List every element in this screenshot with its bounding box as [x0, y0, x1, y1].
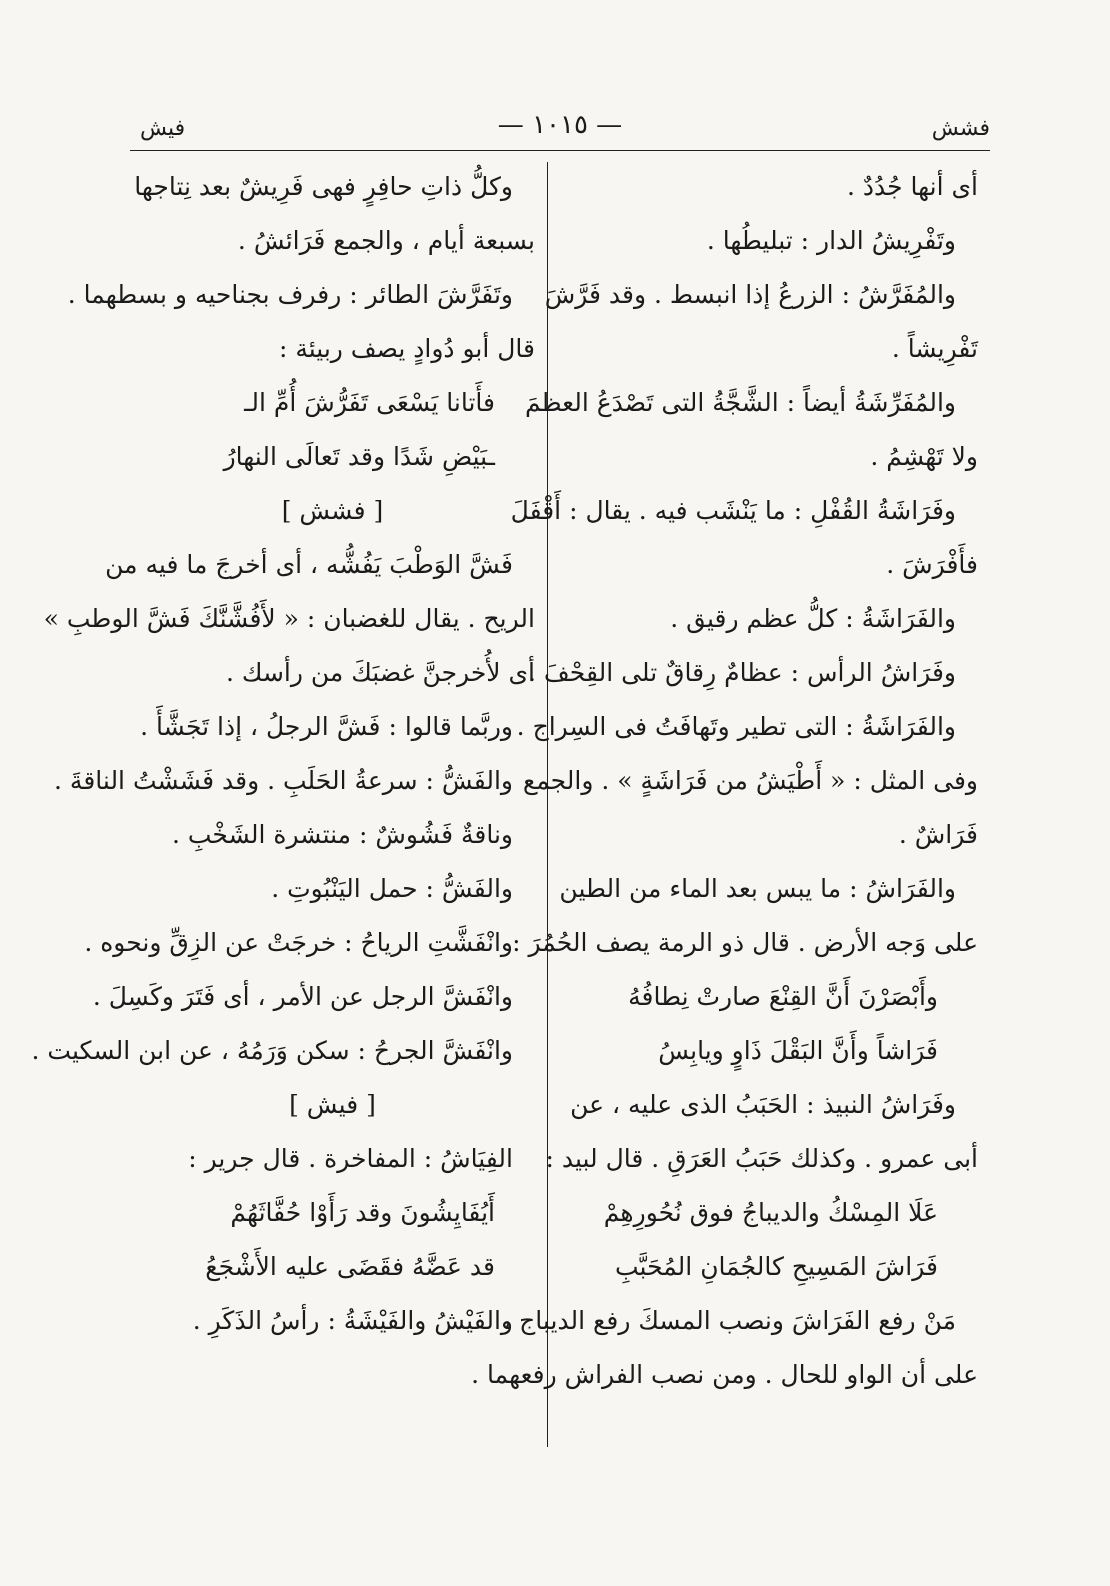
- text-line: وتَفْرِيشُ الدار : تبليطُها .: [706, 226, 956, 255]
- text-line: الفِيَاشُ : المفاخرة . قال جرير :: [188, 1144, 513, 1173]
- verse-line: فَرَاشاً وأَنَّ البَقْلَ ذَاوٍ ويابِسُ: [658, 1036, 938, 1065]
- text-line: وكلُّ ذاتِ حافِرٍ فهى فَرِيشٌ بعد نِتاجها: [134, 172, 513, 201]
- text-line: وانْفَشَّ الجرحُ : سكن وَرَمُهُ ، عن ابن السكيت .: [31, 1036, 513, 1065]
- text-line: أبى عمرو . وكذلك حَبَبُ العَرَقِ . قال لبيد :: [545, 1144, 978, 1173]
- text-line: وفَرَاشَةُ القُفْلِ : ما يَنْشَب فيه . يقال : أَقْفَلَ: [510, 496, 956, 525]
- entry-heading: [ فيش ]: [289, 1090, 376, 1119]
- verse-line: أَيُفَايِشُونَ وقد رَأَوْا حُفَّاثَهُمْ: [230, 1198, 495, 1227]
- text-line: والفَرَاشُ : ما يبس بعد الماء من الطين: [559, 874, 956, 903]
- text-line: وانْفَشَّتِ الرياحُ : خرجَتْ عن الزِقِّ ونحوه .: [84, 928, 513, 957]
- text-line: والمُفَرِّشَةُ أيضاً : الشَّجَّةُ التى تَصْدَعُ العظمَ: [525, 388, 956, 417]
- text-line: قال أبو دُوادٍ يصف ربيئة :: [278, 334, 535, 363]
- verse-line: فأَتانا يَسْعَى تَفَرُّشَ أُمِّ الـ: [244, 388, 495, 417]
- text-line: الريح . يقال للغضبان : « لأَفُشَّنَّكَ فَشَّ الوطبِ »: [43, 604, 535, 633]
- text-line: والفَيْشُ والفَيْشَةُ : رأسُ الذَكَرِ .: [192, 1306, 513, 1335]
- text-line: فَشَّ الوَطْبَ يَفُشُّه ، أى أخرجَ ما فيه من: [105, 550, 513, 579]
- text-line: فأَفْرَشَ .: [886, 550, 978, 579]
- text-line: وفَرَاشُ الرأس : عظامٌ رِقاقٌ تلى القِحْفَ .: [528, 658, 956, 687]
- text-line: على وَجه الأرض . قال ذو الرمة يصف الحُمُرَ :: [512, 928, 978, 957]
- header-right-word: فشش: [931, 116, 990, 141]
- header-rule: [130, 150, 990, 151]
- verse-line: فَرَاشَ المَسِيحِ كالجُمَانِ المُحَبَّبِ: [615, 1252, 938, 1281]
- text-line: وناقةٌ فَشُوشٌ : منتشرة الشَخْبِ .: [171, 820, 513, 849]
- text-line: وفى المثل : « أَطْيَشُ من فَرَاشَةٍ » . والجمع: [522, 766, 978, 795]
- right-column: [471, 160, 978, 1402]
- left-column: [31, 160, 535, 1348]
- text-line: والمُفَرَّشُ : الزرعُ إذا انبسط . وقد فَرَّشَ: [544, 280, 956, 309]
- header-left-word: فيش: [140, 116, 186, 141]
- text-line: وتَفَرَّشَ الطائر : رفرف بجناحيه و بسطهما .: [67, 280, 513, 309]
- verse-line: عَلَا المِسْكُ والديباجُ فوق نُحُورِهِمْ: [603, 1198, 938, 1227]
- text-line: والفَشُّ : حمل اليَنْبُوتِ .: [271, 874, 513, 903]
- text-line: ولا تَهْشِمُ .: [870, 442, 978, 471]
- text-line: وانْفَشَّ الرجل عن الأمر ، أى فَتَرَ وكَسِلَ .: [92, 982, 513, 1011]
- text-line: والفَشُّ : سرعةُ الحَلَبِ . وقد فَشَشْتُ الناقةَ .: [54, 766, 513, 795]
- page-number: — ١٠١٥ —: [497, 110, 623, 140]
- text-line: والفَرَاشَةُ : كلُّ عظم رقيق .: [670, 604, 956, 633]
- text-line: تَفْرِيشاً .: [891, 334, 978, 363]
- verse-line: ـبَيْضِ شَدًا وقد تَعالَى النهارُ: [223, 442, 495, 471]
- text-line: أى لأُخرجنَّ غضبَكَ من رأسك .: [225, 658, 535, 687]
- text-line: والفَرَاشَةُ : التى تطير وتَهافَتُ فى السِراج .: [516, 712, 956, 741]
- text-line: مَنْ رفع الفَرَاشَ ونصب المسكَ رفع الديباج ،: [503, 1306, 956, 1335]
- text-line: بسبعة أيام ، والجمع فَرَائشُ .: [237, 226, 535, 255]
- entry-heading: [ فشش ]: [281, 496, 384, 525]
- text-line: وفَرَاشُ النبيذ : الحَبَبُ الذى عليه ، عن: [570, 1090, 956, 1119]
- verse-line: قد عَضَّهُ فقَضَى عليه الأَشْجَعُ: [205, 1252, 495, 1281]
- text-line: فَرَاشٌ .: [898, 820, 978, 849]
- text-line: أى أنها جُدُدٌ .: [846, 172, 978, 201]
- running-head: [130, 108, 990, 148]
- text-line: وربَّما قالوا : فَشَّ الرجلُ ، إذا تَجَشَّأَ .: [140, 712, 513, 741]
- text-line: على أن الواو للحال . ومن نصب الفراش رفعهما .: [471, 1360, 978, 1389]
- verse-line: وأَبْصَرْنَ أَنَّ القِنْعَ صارتْ نِطافُهُ: [628, 982, 938, 1011]
